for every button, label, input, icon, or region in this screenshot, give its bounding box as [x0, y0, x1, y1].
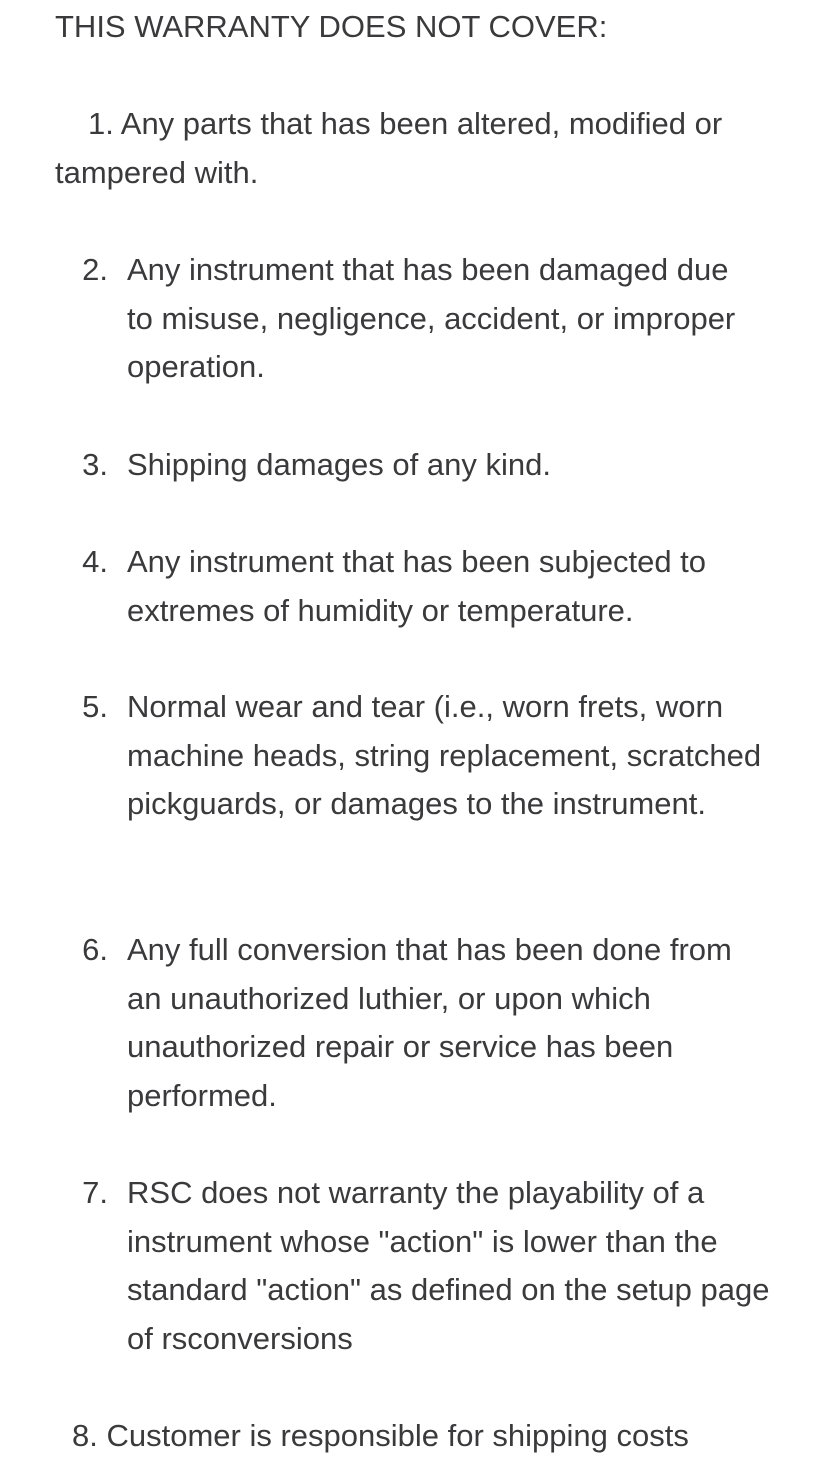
item-1-text: Any parts that has been altered, modified or tampered with.: [55, 106, 723, 190]
warranty-heading: THIS WARRANTY DOES NOT COVER:: [55, 9, 608, 44]
item-5-text: Normal wear and tear (i.e., worn frets, worn machine heads, string replacement, scratched pickguards, or damages to the instrument.: [127, 689, 762, 822]
item-6-number: 6.: [82, 932, 108, 967]
item-5-number: 5.: [82, 689, 108, 724]
item-7-text: RSC does not warranty the playability of a instrument whose "action" is lower than the standard "action" as defined on the setup page of rsconversions: [127, 1175, 770, 1356]
list-item-1: [55, 100, 775, 197]
list-item-8: [72, 1412, 689, 1461]
item-1-number: 1.: [88, 106, 114, 141]
item-8-number: 8.: [72, 1418, 98, 1453]
item-6-text: Any full conversion that has been done from an unauthorized luthier, or upon which unauthorized repair or service has been performed.: [127, 932, 732, 1113]
item-3-text: Shipping damages of any kind.: [127, 447, 551, 482]
item-2-number: 2.: [82, 252, 108, 287]
item-7-number: 7.: [82, 1175, 108, 1210]
item-3-number: 3.: [82, 447, 108, 482]
item-8-text: Customer is responsible for shipping costs: [106, 1418, 689, 1453]
item-4-text: Any instrument that has been subjected to extremes of humidity or temperature.: [127, 544, 707, 628]
item-4-number: 4.: [82, 544, 108, 579]
item-2-text: Any instrument that has been damaged due to misuse, negligence, accident, or improper operation.: [127, 252, 736, 385]
